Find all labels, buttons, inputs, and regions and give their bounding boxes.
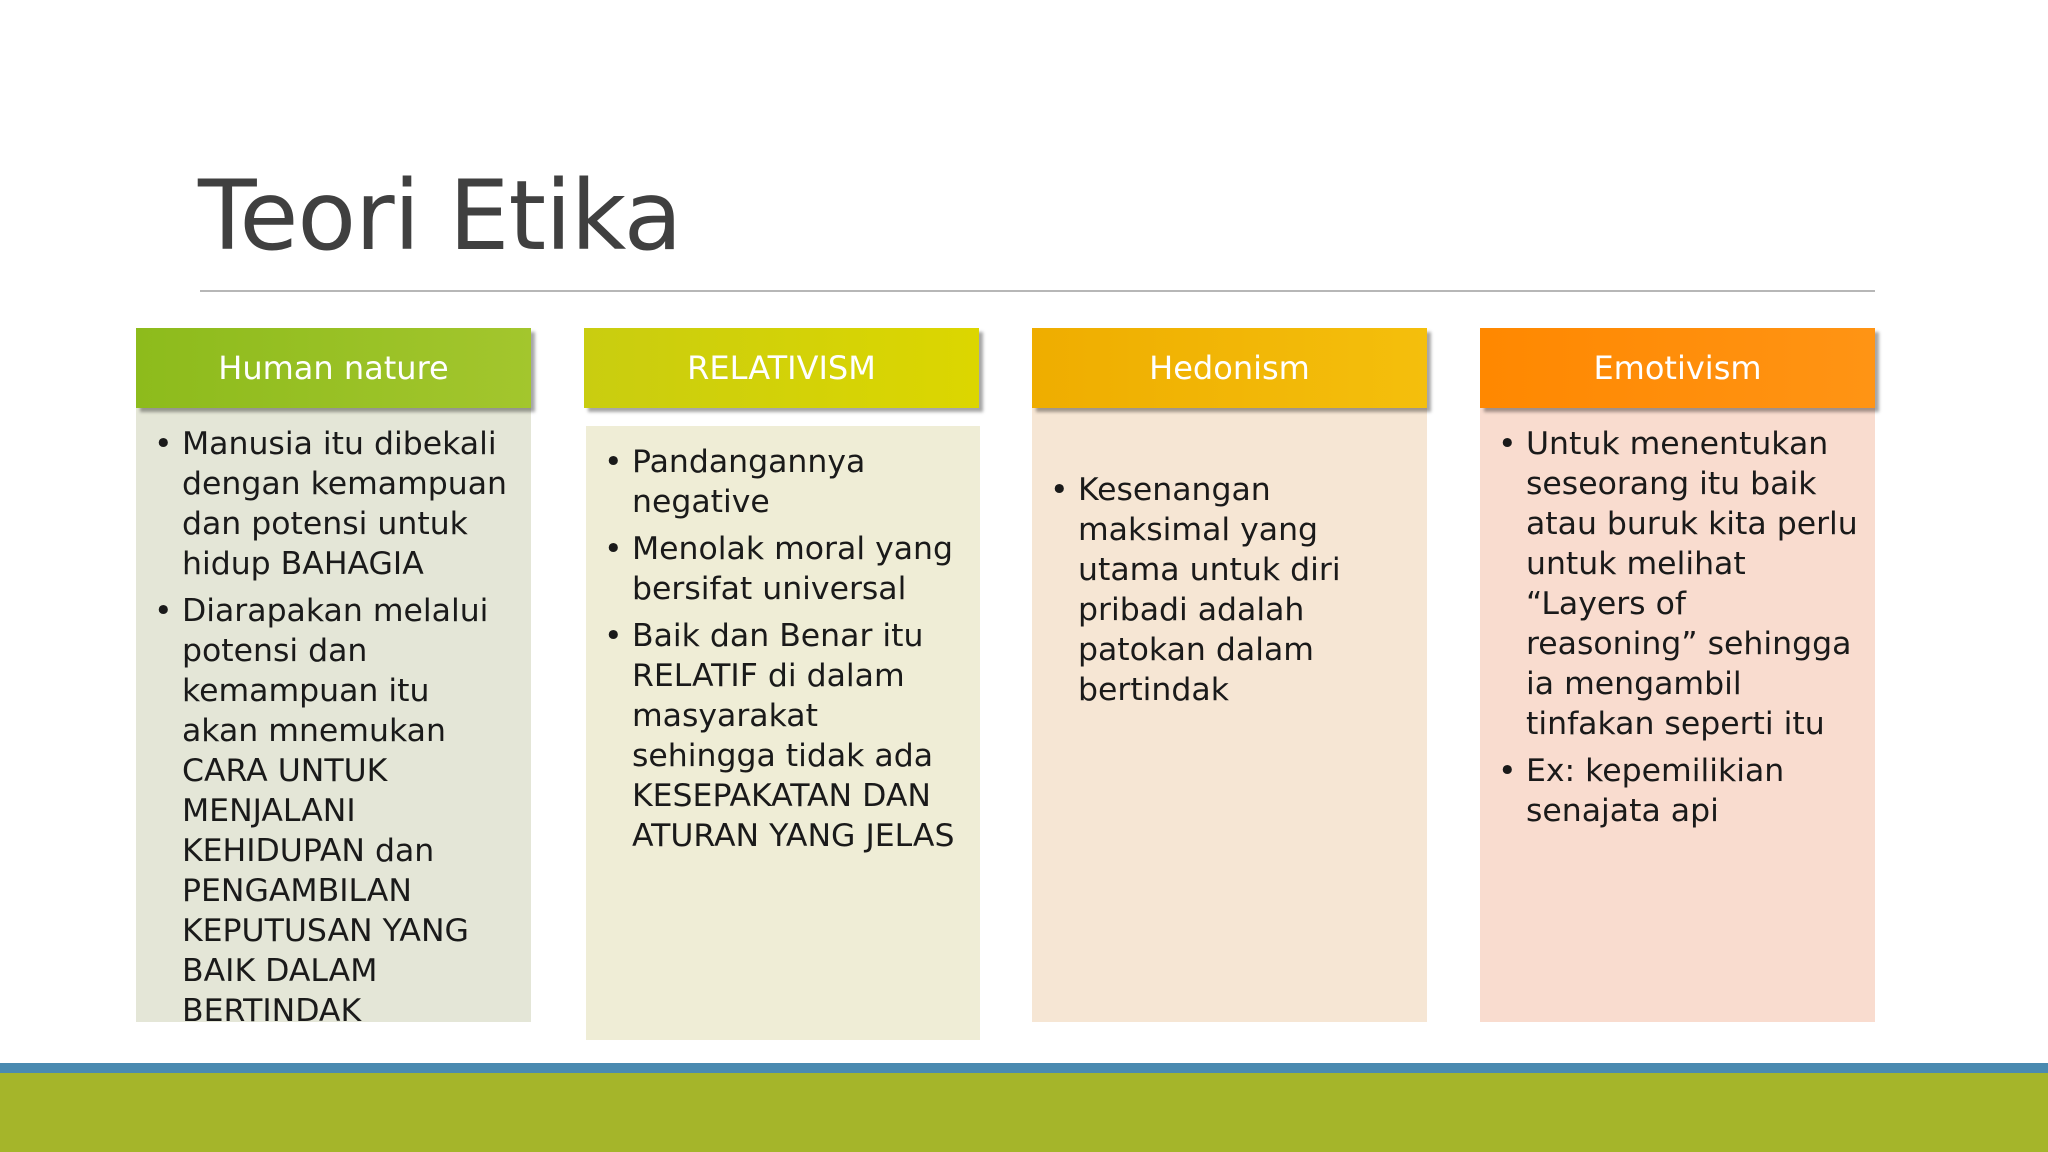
title-divider: [200, 290, 1875, 292]
bullet-list: [602, 442, 962, 856]
slide-title: Teori Etika: [198, 160, 682, 272]
card-header-hedonism: Hedonism: [1032, 328, 1427, 408]
card-header-human-nature: Human nature: [136, 328, 531, 408]
bullet-item: • Untuk menentukan seseorang itu baik atau buruk kita perlu untuk melihat “Layers of reasoning” sehingga ia mengambil tinfakan seperti itu: [1496, 424, 1861, 744]
bullet-list: [1496, 424, 1861, 831]
bullet-item: • Diarapakan melalui potensi dan kemampuan itu akan mnemukan CARA UNTUK MENJALANI KEHIDUPAN dan PENGAMBILAN KEPUTUSAN YANG BAIK DALAM BERTINDAK: [152, 591, 513, 1031]
footer-band-blue: [0, 1063, 2048, 1073]
bullet-item: • Baik dan Benar itu RELATIF di dalam masyarakat sehingga tidak ada KESEPAKATAN DAN ATURAN YANG JELAS: [602, 616, 962, 856]
bullet-item: • Menolak moral yang bersifat universal: [602, 529, 962, 609]
bullet-item: • Pandangannya negative: [602, 442, 962, 522]
card-body-human-nature: [136, 408, 531, 1029]
bullet-list: [152, 424, 513, 1031]
footer-band-green: [0, 1073, 2048, 1152]
bullet-list: [1048, 470, 1409, 710]
card-body-hedonism: [1032, 408, 1427, 1022]
card-body-emotivism: [1480, 408, 1875, 1022]
bullet-item: • Manusia itu dibekali dengan kemampuan dan potensi untuk hidup BAHAGIA: [152, 424, 513, 584]
card-header-relativism: RELATIVISM: [584, 328, 979, 408]
bullet-item: • Ex: kepemilikian senajata api: [1496, 751, 1861, 831]
card-body-relativism: [586, 426, 980, 1040]
card-header-emotivism: Emotivism: [1480, 328, 1875, 408]
bullet-item: • Kesenangan maksimal yang utama untuk diri pribadi adalah patokan dalam bertindak: [1048, 470, 1409, 710]
